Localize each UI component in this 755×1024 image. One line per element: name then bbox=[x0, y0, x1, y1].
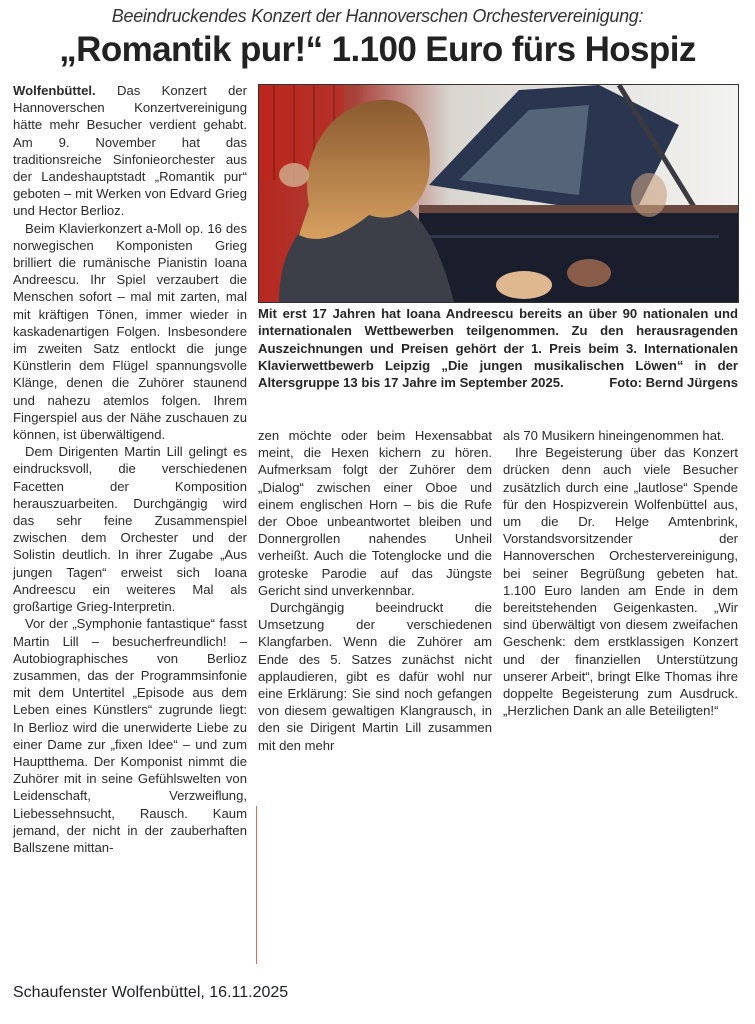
article-photo bbox=[258, 84, 739, 303]
column-divider-line bbox=[256, 806, 257, 964]
paragraph-5-continued: als 70 Musikern hineingenommen hat. bbox=[503, 428, 725, 443]
dateline: Wolfenbüttel. bbox=[13, 83, 96, 98]
article-headline: „Romantik pur!“ 1.100 Euro fürs Hospiz bbox=[59, 30, 696, 69]
pianist-photo-illustration bbox=[259, 85, 738, 302]
paragraph-6: Ihre Begeisterung über das Konzert drücken denn auch viele Besucher zusätzlich durch eine „lautlose“ Spende für den Hospizverein Wolfenbüttel aus, um die Dr. Helge Amtenbrink, Vorstandsvorsitzender der Hannoverschen Orchestervereinigung, bei seiner Begrüßung gebeten hat. 1.100 Euro landen am Ende in dem bereitstehenden Geigenkasten. „Wir sind überwältigt von diesem zweifachen Geschenk: dem erstklassigen Konzert und der finanziellen Unterstützung unserer Arbeit“, bringt Elke Thomas ihre doppelte Begeisterung zum Ausdruck. „Herzlichen Dank an alle Beteiligten!“ bbox=[503, 445, 738, 719]
paragraph-2: Beim Klavierkonzert a-Moll op. 16 des norwegischen Komponisten Grieg brilliert die rumänische Pianistin Ioana Andreescu. Ihr Spiel verzaubert die Menschen sofort – mal mit zarten, mal mit kräftigen Tönen, immer wieder in kaskadenartigen Folgen. Insbesondere im zweiten Satz entlockt die junge Künstlerin dem Flügel spannungsvolle Klänge, denen die Zuhörer staunend und nahezu atemlos folgen. Ihrem Fingerspiel aus der Nähe zuschauen zu können, ist überwältigend. bbox=[13, 220, 247, 443]
paragraph-3: Dem Dirigenten Martin Lill gelingt es eindrucksvoll, die verschiedenen Facetten der Komposition herauszuarbeiten. Durchgängig wird das sehr feine Zusammenspiel zwischen dem Orchester und der Solistin deutlich. In ihrer Zugabe „Aus jungen Tagen“ erweist sich Ioana Andreescu ein weiteres Mal als großartige Grieg-Interpretin. bbox=[13, 444, 247, 615]
paragraph-1-text: Das Konzert der Hannoverschen Konzertvereinigung hätte mehr Besucher verdient gehabt. Am 9. November hat das traditionsreiche Sinfonieorchester aus der Landeshauptstadt „Romantik pur“ geboten – mit Werken von Edvard Grieg und Hector Berlioz. bbox=[13, 83, 247, 219]
paragraph-5: Durchgängig beeindruckt die Umsetzung der verschiedenen Klangfarben. Wenn die Zuhörer am Ende des 5. Satzes zunächst nicht applaudieren, gibt es dafür wohl nur eine Erklärung: Sie sind noch gefangen von diesem gewaltigen Klangrausch, in den sie Dirigent Martin Lill zusammen mit den mehr bbox=[258, 600, 492, 753]
source-citation: Schaufenster Wolfenbüttel, 16.11.2025 bbox=[13, 984, 289, 1001]
photo-caption bbox=[258, 305, 738, 391]
paragraph-4-continued: zen möchte oder beim Hexensabbat meint, die Hexen kichern zu hören. Aufmerksam folgt der Zuhörer dem „Dialog“ zwischen einer Oboe und einem englischen Horn – bis die Rufe der Oboe unbeantwortet bleiben und Donnergrollen nahendes Unheil verheißt. Auch die Totenglocke und die groteske Parodie auf das Jüngste Gericht sind unverkennbar. bbox=[258, 428, 492, 598]
photo-credit: Foto: Bernd Jürgens bbox=[609, 375, 738, 391]
article-column-2 bbox=[258, 427, 492, 754]
photo-caption-text: Mit erst 17 Jahren hat Ioana Andreescu bereits an über 90 nationalen und internationalen Wettbewerben teilgenommen. Zu den herausragenden Auszeichnungen und Preisen gehört der 1. Preis beim 3. Internationalen Klavierwettbewerb Leipzig „Die jungen musikalischen Löwen“ in der Altersgruppe 13 bis 17 Jahre im September 2025. bbox=[258, 306, 738, 391]
paragraph-4: Vor der „Symphonie fantastique“ fasst Martin Lill – besucherfreundlich! – Autobiographisches von Berlioz zusammen, das der Programmsinfonie mit dem Untertitel „Episode aus dem Leben eines Künstlers“ zugrunde liegt: In Berlioz wird die unerwiderte Liebe zu einer Dame zur „fixen Idee“ – und zum Hauptthema. Der Komponist nimmt die Zuhörer mit in seine Gefühlswelten von Leidenschaft, Verzweiflung, Liebessehnsucht, Rausch. Kaum jemand, der nicht in der zauberhaften Ballszene mittan- bbox=[13, 616, 247, 855]
article-column-1 bbox=[13, 82, 247, 856]
paragraph-1 bbox=[13, 82, 247, 220]
article-column-3 bbox=[503, 427, 738, 719]
article-kicker: Beeindruckendes Konzert der Hannoverschen Orchestervereinigung: bbox=[111, 6, 644, 26]
